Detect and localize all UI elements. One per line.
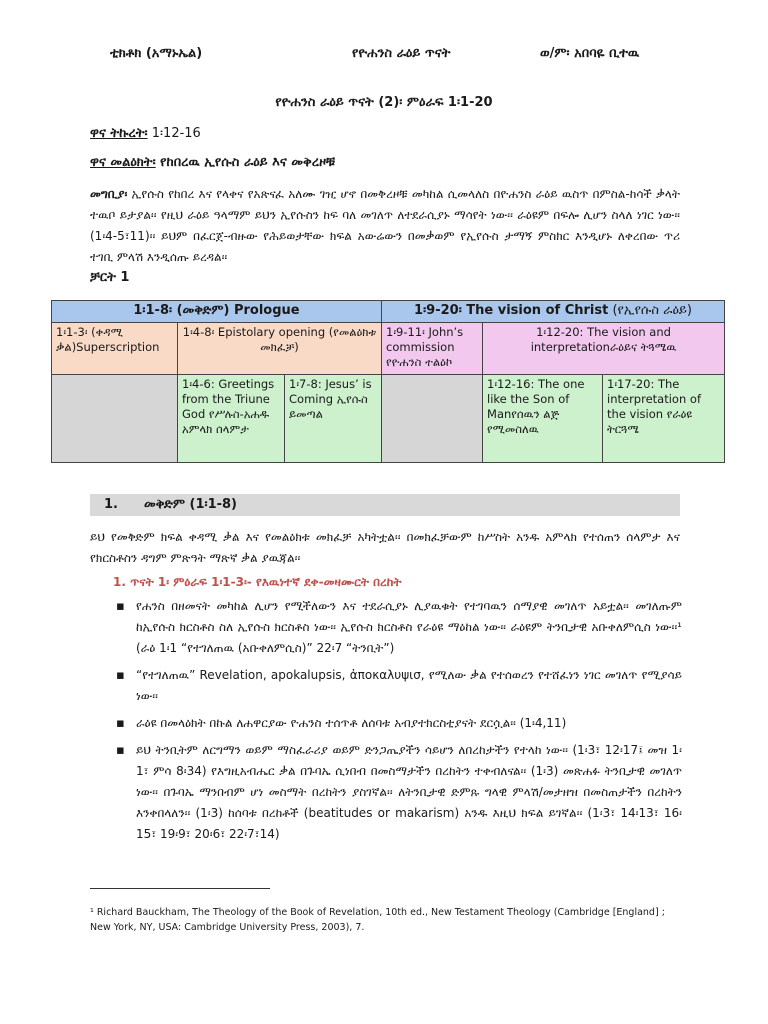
page-title: የዮሐንስ ራዕይ ጥናት (2)፡ ምዕራፍ 1፡1-20 <box>275 95 493 110</box>
section-heading-prologue <box>90 494 680 516</box>
header-center: የዮሐንስ ራዕይ ጥናት <box>352 46 451 61</box>
section-paragraph: ይህ የመቅድም ክፍል ቀዳሚ ቃል እና የመልዕክቱ መክፈቻ አካትቷል፡፡ በመክፈቻውም ከሥስት አንዱ አምላክ የተሰጠን ሰላምታ እና የክርስቶስን ዳግም ምጽዓት ማጽኛ ቃል ያዉጃል፡፡ <box>90 530 680 565</box>
chart-header-vision <box>382 301 725 323</box>
main-focus-line <box>90 126 201 141</box>
chart-label: ቻርት 1 <box>90 270 130 285</box>
introduction-paragraph <box>90 184 680 268</box>
list-item: ▪ “የተገለጠዉ” Revelation, apokalupsis, ἀποκαλυψισ, የሚለው ቃል የተሰወረን የተሸፈነን ነገር መገለጥ የሚያሳይ ነው፡፡ <box>116 665 682 707</box>
chart-cell-greetings: 1፡4-6: Greetings from the Triune God የሥሉስ-አሐዱ አምላክ ሰላምታ <box>178 375 285 463</box>
header-left: ቲክቶክ (አማኑኤል) <box>110 46 203 61</box>
chart-header-vision-am: (የኢየሱስ ራዕይ) <box>608 303 692 318</box>
bullet-list <box>116 596 682 851</box>
chart-cell-vision-interpretation: 1፡12-20: The vision and interpretationራዕይና ትጓሜዉ <box>483 323 725 375</box>
introduction-text: ኢየሱስ የከበረ እና የላቀና የአጽናፈ አለሙ ገዢ ሆኖ በመቅረዞቹ መካከል ሲመላለስ በዮሐንስ ራዕይ ዉስጥ በምስል-ከሳች ቃላት ተዉቦ ይታያል፡፡ የዚህ ራዕይ ዓላማም ይህን ኢየሱስን ከፍ ባለ መገለጥ ለተደራሲያኑ ማሳየት ነው፡፡ ራዕዩም በፍሎ ሊሆን ስላለ ነገር ነው፡፡(1፡4-5፣11)፡፡ ይህም በፈርጀ-ብዙው የሕይወታቸው ክፍል አውሬውን በመቃወም የኢየሱስ ታማኝ ምስክር እንዲሆኑ ለቀረበው ጥሪ ተገቢ ምላሽ እንዲሰጡ ይረዳል፡፡ <box>90 187 680 264</box>
chart-cell-interpretation: 1፡17-20: The interpretation of the vision የራዕዩ ትርጓሜ <box>603 375 725 463</box>
main-message-label: ዋና መልዕክት፡ <box>90 155 156 170</box>
chart-cell-johns-commission: 1፡9-11፡ John’s commission የዮሐንስ ተልዕኮ <box>382 323 483 375</box>
study-subheading: 1. ጥናት 1፡ ምዕራፍ 1፡1-3፡- የእዉነተኛ ደቀ-መዛሙርት በረከት <box>113 575 402 589</box>
chart-cell-empty <box>52 375 178 463</box>
section-number: 1. <box>104 497 118 512</box>
chart-header-prologue: 1፡1-8፡ (መቅድም) Prologue <box>52 301 382 323</box>
section-title: መቅድም (1፡1-8) <box>144 497 237 512</box>
list-item: ▪ ይህ ትንቢትም ለርግማን ወይም ማስፈራሪያ ወይም ድንጋጤያችን ሳይሆን ለበረከታችን የተላከ ነው፡፡ (1፡3፣ 12፡17፤ መዝ 1፡1፣ ምሳ 8፡34) የእግዚአብሔር ቃል በጉባኤ ሲነበብ በመስማታችን በረከትን ተቀብለናል፡፡ (1፡3) መጽሐፉ ትንቢታዊ መገለጥ ነው፡፡ በጉባኤ ማንበብም ሆነ መስማት በረከትን ያስገኛል፡፡ ለትንቢታዊ ድምጹ ግላዊ ምላሽ/መታዘዝ በመስጠታችን በረከትን እንቀበላለን፡፡ (1፡3) ከሰባቱ በረከቶች (beatitudes or makarism) አንዱ እዚህ ክፍል ይገኛል፡፡ (1፡3፣ 14፡13፣ 16፡15፣ 19፡9፣ 20፡6፣ 22፡7፣14) <box>116 740 682 845</box>
structure-chart-table <box>51 300 725 463</box>
list-item: ▪ የሐንስ በዘመናት መካከል ሊሆን የሚችለውን እና ተደራሲያኑ ሊያዉቁት የተገባዉን ሰማያዊ መገለጥ አይቷል፡፡ መገለጡም ከኢየሱስ ክርስቶስ ስለ ኢየሱስ ክርስቶስ ነው፡፡ ኢየሱስ ክርስቶስ የራዕዩ ማዕከል ነው፡፡ ራዕዩም ትንቢታዊ አቡቀለምሲስ ነው፡፡¹ (ራዕ 1፡1 “የተገለጠዉ (አቡቀለምሲስ)” 22፡7 “ትንቢት”) <box>116 596 682 659</box>
chart-cell-empty <box>382 375 483 463</box>
main-focus-value: 1፡12-16 <box>147 126 201 141</box>
main-message-line <box>90 155 335 170</box>
chart-header-vision-en: 1፡9-20፡ The vision of Christ <box>414 303 609 318</box>
chart-cell-jesus-coming: 1፡7-8: Jesus’ is Coming ኢየሱስ ይመጣል <box>285 375 382 463</box>
chart-cell-superscription: 1፡1-3፡ (ቀዳሚ ቃል)Superscription <box>52 323 178 375</box>
chart-cell-epistolary-opening: 1፡4-8፡ Epistolary opening (የመልዕክቱ መክፈቻ) <box>178 323 382 375</box>
footnote: ¹ Richard Bauckham, The Theology of the Book of Revelation, 10th ed., New Testament Theology (Cambridge [England] ; New York, NY, USA: Cambridge University Press, 2003), 7. <box>90 907 665 933</box>
chart-cell-son-of-man: 1፡12-16: The one like the Son of Manየሰዉን ልጅ የሚመስለዉ <box>483 375 603 463</box>
main-focus-label: ዋና ትኩረት፡ <box>90 126 148 141</box>
footnote-divider <box>90 888 270 889</box>
header-right: ወ/ም፡ አበባዬ ቢተዉ <box>540 46 640 61</box>
list-item: ▪ ራዕዩ በመላዕክት በኩል ለሐዋርያው ዮሐንስ ተሰጥቶ ለሰባቱ አብያተክርስቲያናት ደርሷል፡፡ (1፡4,11) <box>116 713 682 734</box>
main-message-value: የከበረዉ ኢየሱስ ራዕይ እና መቅረዞቹ <box>155 155 336 170</box>
introduction-label: መግቢያ፡ <box>90 187 128 201</box>
